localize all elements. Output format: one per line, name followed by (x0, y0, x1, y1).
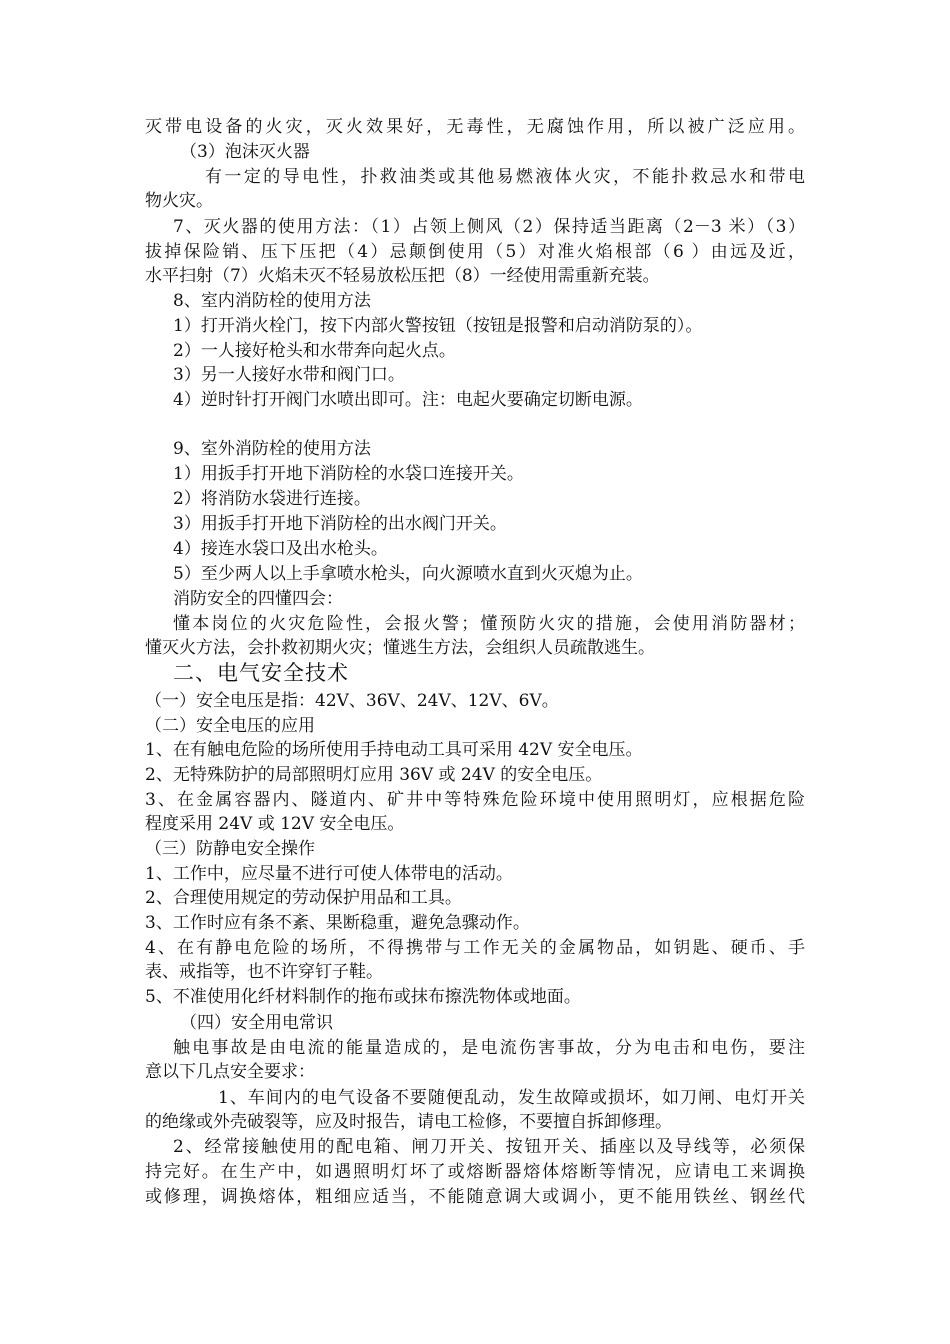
list-item: 3、工作时应有条不紊、果断稳重，避免急骤动作。 (145, 913, 530, 933)
list-item: 3、在金属容器内、隧道内、矿井中等特殊危险环境中使用照明灯，应根据危险 (145, 790, 805, 810)
subheading-indoor-hydrant: 8、室内消防栓的使用方法 (173, 291, 371, 311)
list-item: 1）打开消火栓门，按下内部火警按钮（按钮是报警和启动消防泵的）。 (173, 316, 703, 336)
paragraph-line: 意以下几点安全要求： (145, 1062, 315, 1082)
paragraph-line: 物火灾。 (145, 191, 213, 211)
paragraph-line: 懂本岗位的火灾危险性，会报火警；懂预防火灾的措施，会使用消防器材； (173, 614, 805, 634)
list-item: 3）用扳手打开地下消防栓的出水阀门开关。 (173, 514, 507, 534)
list-item: 2、合理使用规定的劳动保护用品和工具。 (145, 888, 462, 908)
paragraph-line: 拔掉保险销、压下压把（4）忌颠倒使用（5）对准火焰根部（6 ）由远及近， (145, 242, 805, 262)
list-item: 4）接连水袋口及出水枪头。 (173, 539, 388, 559)
subheading-foam-extinguisher: （3）泡沫灭火器 (180, 142, 310, 162)
list-item: 2、无特殊防护的局部照明灯应用 36V 或 24V 的安全电压。 (145, 765, 603, 785)
list-item: 1、在有触电危险的场所使用手持电动工具可采用 42V 安全电压。 (145, 740, 643, 760)
paragraph-line: 1、车间内的电气设备不要随便乱动，发生故障或损坏，如刀闸、电灯开关 (218, 1088, 805, 1108)
paragraph-line: 的绝缘或外壳破裂等，应及时报告，请电工检修，不要擅自拆卸修理。 (145, 1112, 672, 1132)
subheading-safe-voltage-application: （二）安全电压的应用 (145, 716, 315, 736)
section-heading-electrical-safety: 二、电气安全技术 (173, 661, 349, 685)
subheading-outdoor-hydrant: 9、室外消防栓的使用方法 (173, 439, 371, 459)
paragraph-line: 或修理，调换熔体，粗细应适当，不能随意调大或调小，更不能用铁丝、钢丝代 (145, 1187, 805, 1207)
paragraph-line: 持完好。在生产中，如遇照明灯坏了或熔断器熔体熔断等情况，应请电工来调换 (145, 1162, 805, 1182)
subheading-electrical-common-sense: （四）安全用电常识 (180, 1013, 333, 1033)
subheading-antistatic: （三）防静电安全操作 (145, 839, 315, 859)
list-item: 2）将消防水袋进行连接。 (173, 489, 371, 509)
paragraph-line: 7、灭火器的使用方法：（1）占领上侧风（2）保持适当距离（2－3 米）（3） (173, 217, 805, 237)
list-item-continuation: 程度采用 24V 或 12V 安全电压。 (145, 814, 405, 834)
list-item: 3）另一人接好水带和阀门口。 (173, 365, 405, 385)
list-item: 5）至少两人以上手拿喷水枪头，向火源喷水直到火灭熄为止。 (173, 564, 643, 584)
paragraph-line: 触电事故是由电流的能量造成的，是电流伤害事故，分为电击和电伤，要注 (173, 1038, 805, 1058)
list-item: 4）逆时针打开阀门水喷出即可。注：电起火要确定切断电源。 (173, 390, 643, 410)
subheading-four-knows: 消防安全的四懂四会： (173, 589, 343, 609)
subheading-safe-voltage: （一）安全电压是指：42V、36V、24V、12V、6V。 (145, 691, 559, 711)
list-item: 4、在有静电危险的场所，不得携带与工作无关的金属物品，如钥匙、硬币、手 (145, 938, 805, 958)
paragraph-line: 水平扫射（7）火焰未灭不轻易放松压把（8）一经使用需重新充装。 (145, 266, 660, 286)
paragraph-line: 懂灭火方法，会扑救初期火灾；懂逃生方法，会组织人员疏散逃生。 (145, 638, 655, 658)
list-item: 2）一人接好枪头和水带奔向起火点。 (173, 341, 456, 361)
list-item: 1）用扳手打开地下消防栓的水袋口连接开关。 (173, 464, 524, 484)
list-item-continuation: 表、戒指等，也不许穿钉子鞋。 (145, 962, 383, 982)
paragraph-line: 有一定的导电性，扑救油类或其他易燃液体火灾，不能扑救忌水和带电 (205, 167, 805, 187)
list-item: 5、不准使用化纤材料制作的拖布或抹布擦洗物体或地面。 (145, 987, 581, 1007)
paragraph-line: 灭带电设备的火灾，灭火效果好，无毒性，无腐蚀作用，所以被广泛应用。 (145, 117, 805, 137)
list-item: 1、工作中，应尽量不进行可使人体带电的活动。 (145, 864, 513, 884)
paragraph-line: 2、经常接触使用的配电箱、闸刀开关、按钮开关、插座以及导线等，必须保 (173, 1137, 805, 1157)
